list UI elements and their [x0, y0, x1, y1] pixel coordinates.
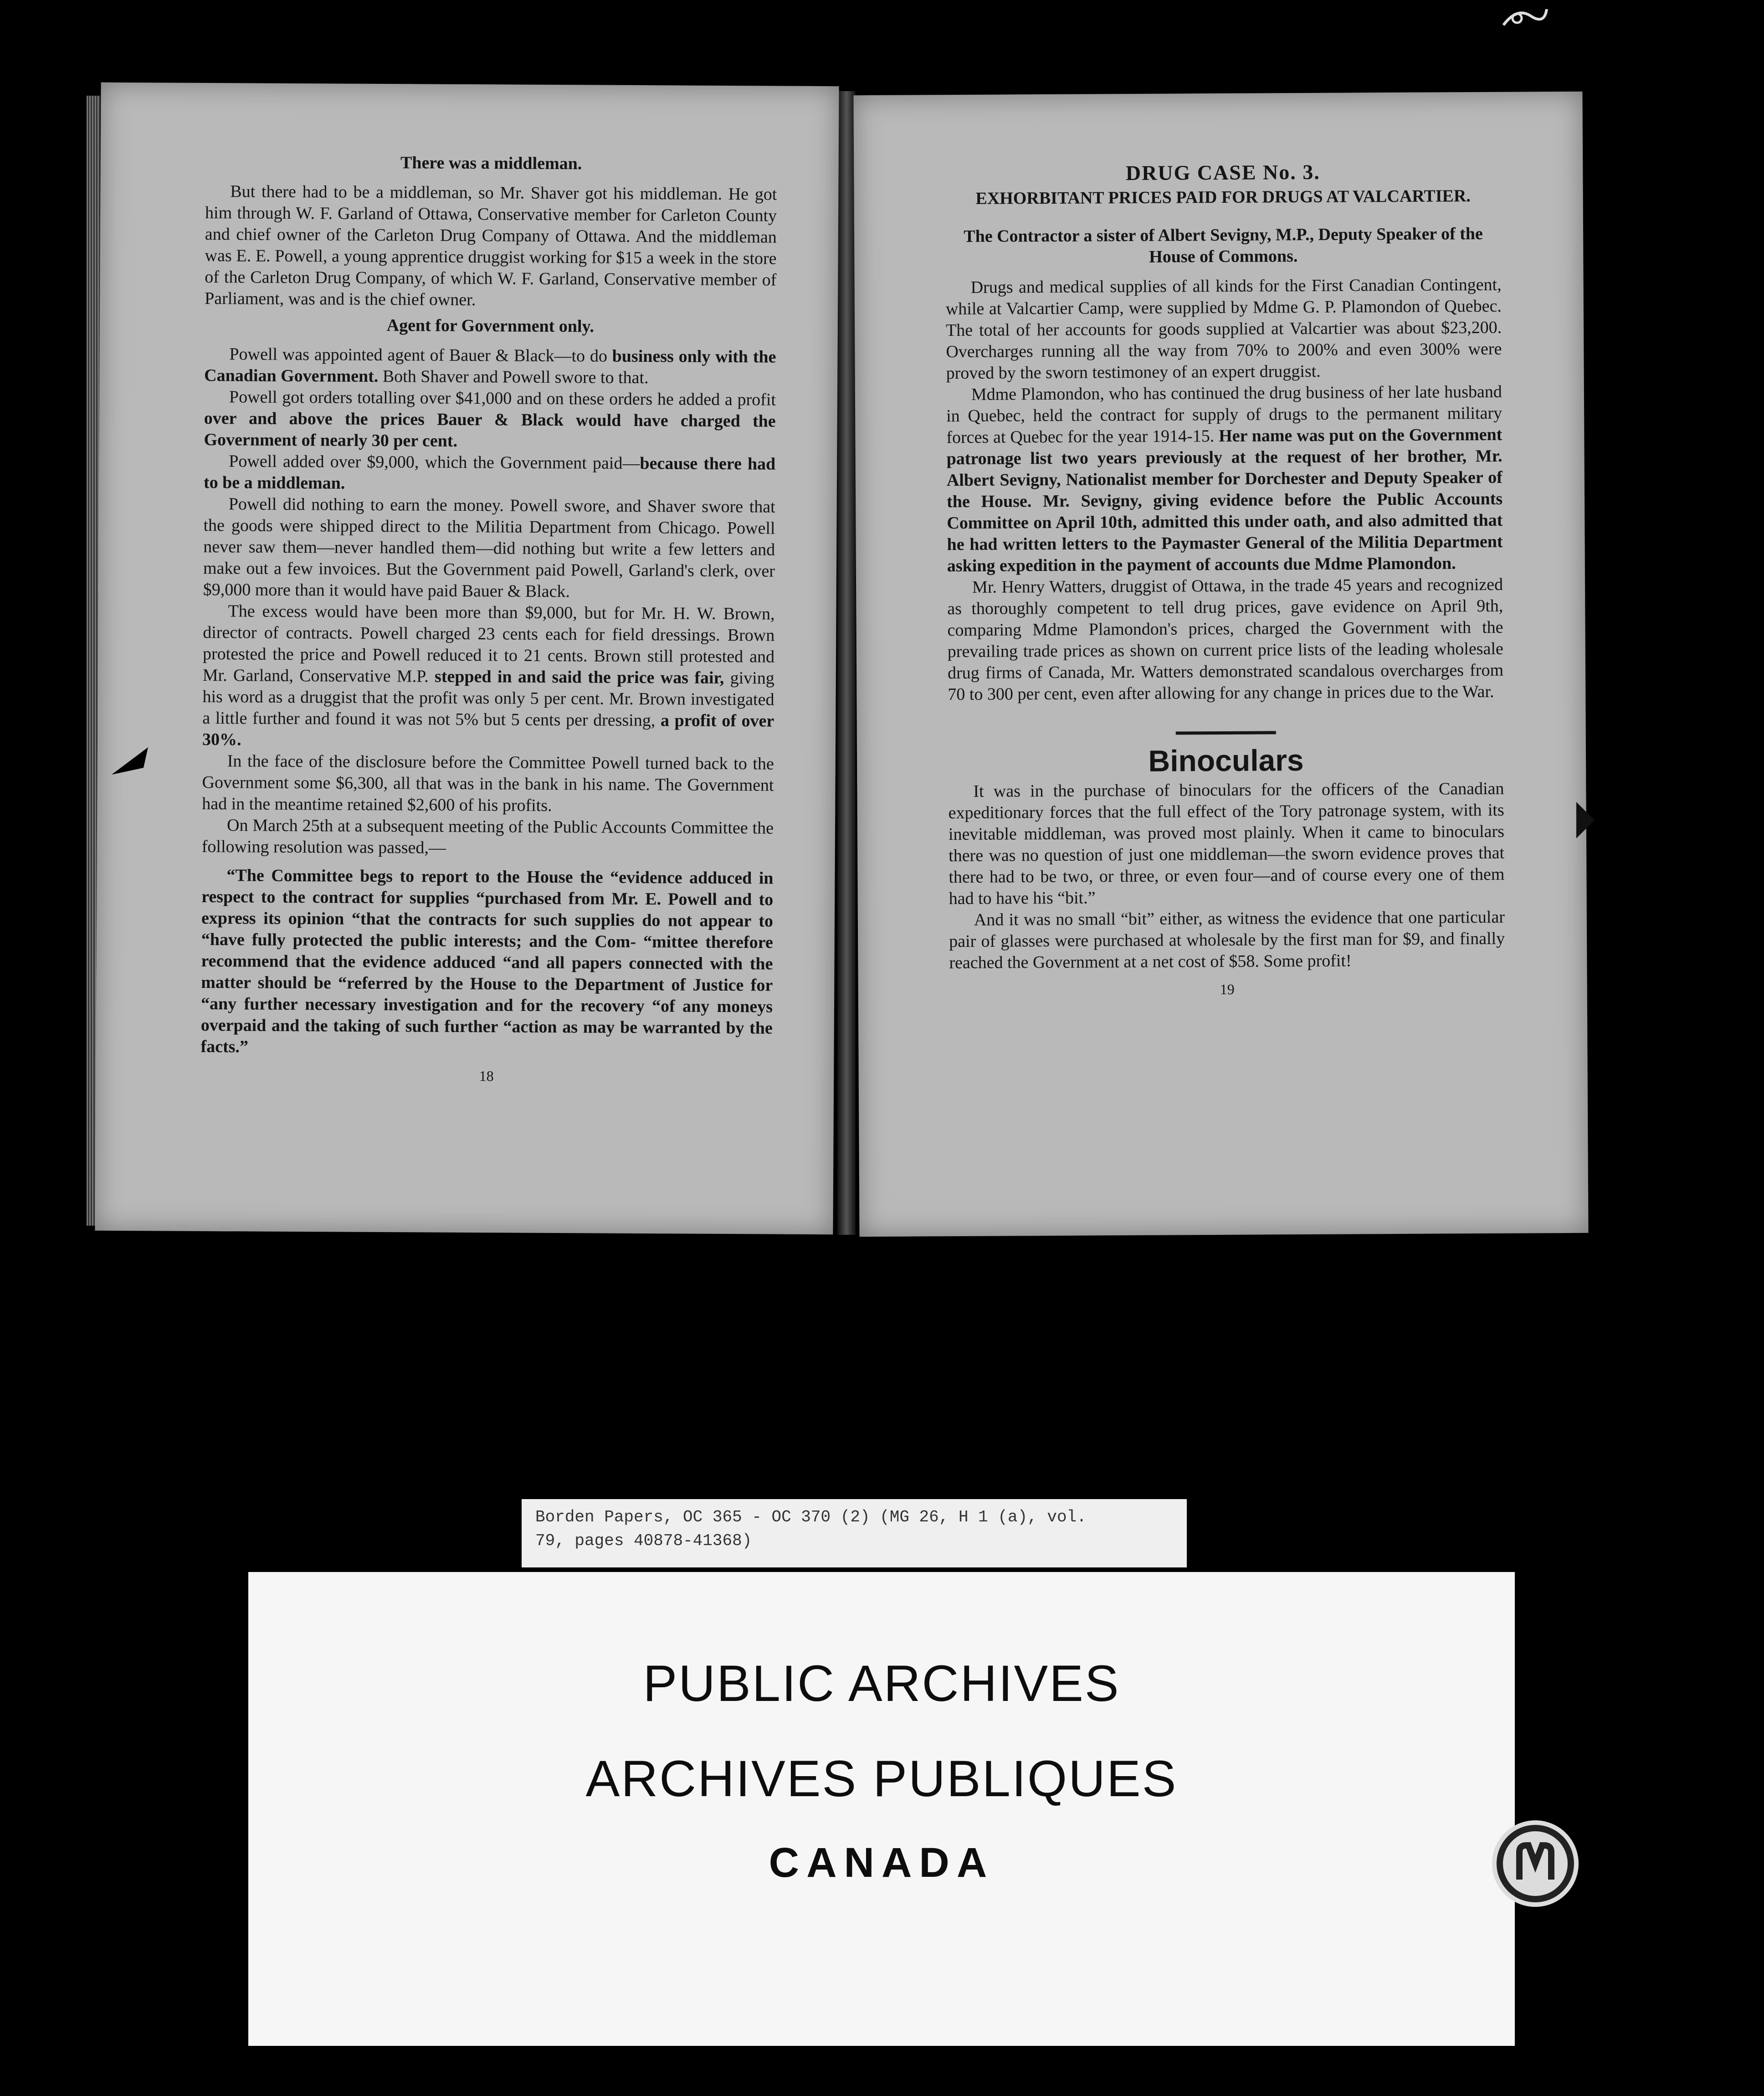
- paragraph: Mr. Henry Watters, druggist of Ottawa, in the trade 45 years and recognized as thoroughly competent to tell drug prices, gave evidence on April 9th, comparing Mdme Plamondon's prices, charged the Government with the prevailing trade prices as shown on current price lists of the leading wholesale drug firms of Canada, Mr. Watters demonstrated scandalous overcharges from 70 to 300 per cent, even after allowing for any change in prices due to the War.: [947, 575, 1504, 704]
- right-page: [853, 92, 1588, 1237]
- paragraph: On March 25th at a subsequent meeting of the Public Accounts Committee the following resolution was passed,—: [201, 816, 774, 858]
- archives-line-canada: CANADA: [769, 1839, 995, 1886]
- text-run: Both Shaver and Powell swore to that.: [378, 366, 649, 388]
- paragraph: [202, 601, 775, 754]
- paragraph: It was in the purchase of binoculars for the officers of the Canadian expeditionary forces that the full effect of the Tory patronage system, with its inevitable middleman, was proved most plainly. When it came to binoculars there was no question of just one middleman—the sworn evidence proves that there had to be two, or three, or even four—and of course every one of them had to have his “bit.”: [948, 779, 1505, 909]
- reference-line: 79, pages 40878-41368): [535, 1531, 752, 1550]
- heading-agent: Agent for Government only.: [386, 316, 595, 336]
- paragraph: [204, 386, 776, 454]
- text-run: Powell was appointed agent of Bauer & Black—to do: [229, 344, 612, 366]
- contractor-heading: The Contractor a sister of Albert Sevigny, M.P., Deputy Speaker of the House of Commons.: [964, 224, 1483, 267]
- bold-run: a profit of over 30%.: [202, 711, 774, 750]
- text-run: Mdme Plamondon, who has continued the drug business of her late husband in Quebec, held the contract for supply of drugs to the permanent military forces at Quebec for the year 1914-15.: [946, 382, 1502, 447]
- text-run: Powell added over $9,000, which the Government paid—: [229, 452, 640, 473]
- binoculars-heading: Binoculars: [1148, 743, 1304, 778]
- paragraph: Drugs and medical supplies of all kinds for the First Canadian Contingent, while at Valcartier Camp, were supplied by Mdme G. P. Plamondon of Quebec. The total of her accounts for goods supplied at Valcartier was about $23,200. Overcharges running all the way from 70% to 200% and even 300% were proved by the sworn testimoney of an expert druggist.: [945, 275, 1502, 383]
- text-run: giving his word as a druggist that the profit was only 5 per cent. Mr. Brown investigated a little further and found it was not 5% but 5 cents per dressing,: [202, 668, 774, 730]
- reference-line: Borden Papers, OC 365 - OC 370 (2) (MG 26, H 1 (a), vol.: [535, 1508, 1087, 1526]
- archives-line-english: PUBLIC ARCHIVES: [643, 1655, 1120, 1712]
- bold-run: over and above the prices Bauer & Black would have charged the Government of nearly 30 per cent.: [204, 408, 776, 451]
- archives-card: [248, 1572, 1515, 2046]
- text-run: The excess would have been more than $9,000, but for Mr. H. W. Brown, director of contracts. Powell charged 23 cents each for field dressings. Brown protested the price and Powell reduced it to 21 cents. Brown still protested and Mr. Garland, Conservative M.P.: [202, 601, 775, 686]
- left-page: [95, 82, 839, 1234]
- reference-slip: [522, 1499, 1187, 1567]
- corner-scribble-icon: [1499, 2, 1549, 34]
- text-run: Powell got orders totalling over $41,000 and on these orders he added a profit: [229, 387, 776, 410]
- committee-resolution-quote: “The Committee begs to report to the House the “evidence adduced in respect to the contract for supplies “purchased from Mr. E. Powell and to express its opinion “that the contracts for such supplies do not appear to “have fully protected the public interests; and the Com- “mittee therefore recommend that the evidence adduced “and all papers connected with the matter should be “referred by the House to the Department of Justice for “any further necessary investigation and for the recovery “of any moneys overpaid and the taking of such further “action as may be warranted by the facts.”: [200, 866, 774, 1057]
- left-page-text: [200, 151, 777, 1089]
- microfilm-logo-icon: [1490, 1818, 1581, 1909]
- pointer-arrow-icon: [112, 747, 153, 788]
- book-gutter: [837, 91, 856, 1235]
- paragraph: [204, 451, 775, 497]
- paragraph: Powell did nothing to earn the money. Powell swore, and Shaver swore that the goods were shipped direct to the Militia Department from Chicago. Powell never saw them—never handled them—did nothing but write a few letters and make out a few invoices. But the Government paid Powell, Garland's clerk, over $9,000 more than it would have paid Bauer & Black.: [203, 494, 775, 601]
- bold-run: business only with the Canadian Government.: [204, 346, 776, 386]
- section-divider: [1176, 731, 1276, 735]
- bold-run: because there had to be a middleman.: [203, 453, 776, 493]
- paragraph: And it was no small “bit” either, as witness the evidence that one particular pair of glasses were purchased at wholesale by the first man for $9, and finally reached the Government at a net cost of $58. Some profit!: [949, 907, 1505, 973]
- archives-line-french: ARCHIVES PUBLIQUES: [585, 1750, 1178, 1807]
- edge-arrow-icon: [1576, 802, 1595, 838]
- heading-middleman: There was a middleman.: [400, 153, 582, 174]
- right-page-text: [945, 160, 1505, 1002]
- case-subtitle: EXHORBITANT PRICES PAID FOR DRUGS AT VALCARTIER.: [975, 186, 1471, 208]
- paragraph: In the face of the disclosure before the Committee Powell turned back to the Government some $6,300, all that was in the bank in his name. The Government had in the meantime retained $2,600 of his profits.: [202, 751, 774, 815]
- bold-run: stepped in and said the price was fair,: [434, 667, 724, 688]
- bold-run: Her name was put on the Government patronage list two years previously at the request of her brother, Mr. Albert Sevigny, Nationalist member for Dorchester and Deputy Speaker of the House. Mr. Sevigny, giving evidence before the Public Accounts Committee on April 10th, admitted this under oath, and also admitted that he had written letters to the Paymaster General of the Militia Department asking expedition in the payment of accounts due Mdme Plamondon.: [946, 425, 1503, 576]
- page-number: 18: [479, 1068, 494, 1084]
- page-number: 19: [1220, 981, 1235, 998]
- paragraph: But there had to be a middleman, so Mr. Shaver got his middleman. He got him through W. F. Garland of Ottawa, Conservative member for Carleton County and chief owner of the Carleton Drug Company of Ottawa. And the middleman was E. E. Powell, a young apprentice druggist working for $15 a week in the store of the Carleton Drug Company, of which W. F. Garland, Conservative member of Parliament, was and is the chief owner.: [205, 182, 777, 310]
- case-title: DRUG CASE No. 3.: [1125, 160, 1320, 185]
- paragraph: [204, 344, 776, 390]
- paragraph: [946, 381, 1503, 577]
